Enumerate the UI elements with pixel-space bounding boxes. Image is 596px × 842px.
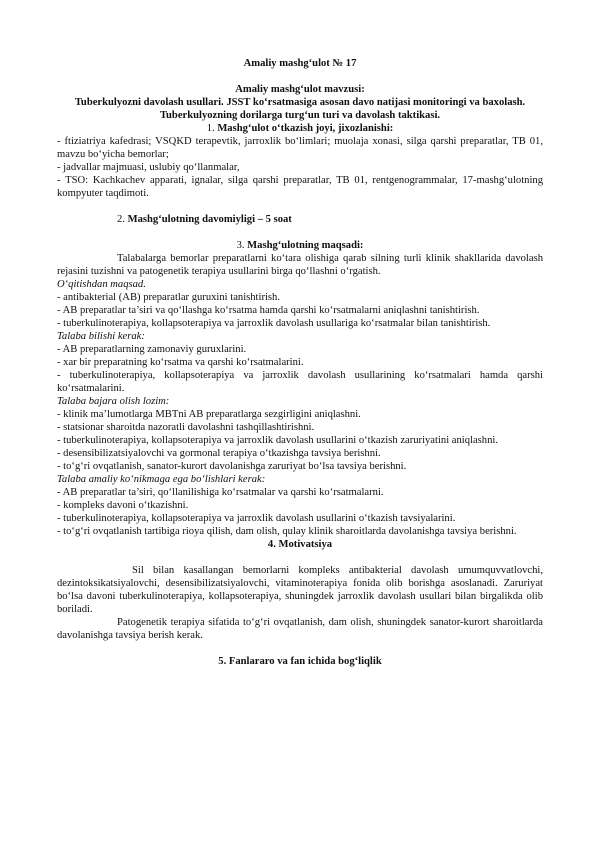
list-item: - xar bir preparatning ko‘rsatma va qarshi ko‘rsatmalarini. <box>57 357 304 368</box>
section-1-line: - jadvallar majmuasi, uslubiy qo‘llanmalar, <box>57 162 240 173</box>
section-5-heading: 5. Fanlararo va fan ichida bog‘liqlik <box>218 656 382 667</box>
section-3-intro: Talabalarga bemorlar preparatlarni ko‘tara olishiga qarab silning turli klinik shakllarida davolash rejasini tuzishni va patogenetik terapiya usullarini birga qo‘llashni o‘rgatish. <box>57 253 543 277</box>
list-item: - kompleks davoni o‘tkazishni. <box>57 500 189 511</box>
section-4-paragraph: Sil bilan kasallangan bemorlarni kompleks antibakterial davolash umumquvvatlovchi, dezintoksikatsiyalovchi, desensibilizatsiyalovchi, vitaminoterapiya fonida olib borishga asoslanadi. Zaruriyat bo‘lsa davoni tuberkulinoterapiya, kollapsoterapiya, shuningdek jarroxlik davolash usullari bilan birgalikda olib boriladi. <box>57 565 543 615</box>
section-3-heading: 3. Mashg‘ulotning maqsadi: <box>236 240 364 251</box>
section-2-heading: 2. Mashg‘ulotning davomiyligi – 5 soat <box>117 214 292 225</box>
list-item: - tuberkulinoterapiya, kollapsoterapiya va jarroxlik davolash usullarini o‘tkazish tavsiyalarini. <box>57 513 456 524</box>
section-4-paragraph: Patogenetik terapiya sifatida to‘g‘ri ovqatlanish, dam olish, shuningdek sanator-kurort sharoitlarda davolanishga tavsiya berish kerak. <box>57 617 543 641</box>
section-4-heading: 4. Motivatsiya <box>267 539 333 550</box>
skill-label: Talaba amaliy ko‘nikmaga ega bo‘lishlari kerak: <box>57 474 266 485</box>
section-1-line: - ftiziatriya kafedrasi; VSQKD terapevtik, jarroxlik bo‘limlari; muolaja xonasi, silga qarshi preparatlar, TB 01, mavzu bo‘yicha bemorlar; <box>57 136 543 160</box>
list-item: - AB preparatlar ta’siri, qo‘llanilishiga ko‘rsatmalar va qarshi ko‘rsatmalarni. <box>57 487 384 498</box>
page-title: Amaliy mashg‘ulot № 17 <box>243 58 357 69</box>
topic-label: Amaliy mashg‘ulot mavzusi: <box>235 84 365 95</box>
list-item: - statsionar sharoitda nazoratli davolashni tashqillashtirishni. <box>57 422 315 433</box>
list-item: - tuberkulinoterapiya, kollapsoterapiya va jarroxlik davolash usullarini o‘tkazish zaruriyatini aniqlashni. <box>57 435 498 446</box>
list-item: - desensibilizatsiyalovchi va gormonal terapiya o‘tkazishga tavsiya berishni. <box>57 448 381 459</box>
topic-text: Tuberkulyozni davolash usullari. JSST ko‘rsatmasiga asosan davo natijasi monitoringi va baxolash. Tuberkulyozning dorilarga turg‘un turi va davolash taktikasi. <box>74 97 526 121</box>
know-label: Talaba bilishi kerak: <box>57 331 145 342</box>
section-1-line: - TSO: Kachkachev apparati, ignalar, silga qarshi preparatlar, TB 01, rentgenogrammalar, 17-mashg‘ulotning kompyuter taqdimoti. <box>57 175 543 199</box>
list-item: - klinik ma’lumotlarga MBTni AB preparatlarga sezgirligini aniqlashni. <box>57 409 361 420</box>
do-label: Talaba bajara olish lozim: <box>57 396 170 407</box>
list-item: - AB preparatlarning zamonaviy guruxlarini. <box>57 344 247 355</box>
list-item: - tuberkulinoterapiya, kollapsoterapiya va jarroxlik davolash usullarining ko‘rsatmalari hamda qarshi ko‘rsatmalarini. <box>57 370 543 394</box>
section-1-heading: 1. Mashg‘ulot o‘tkazish joyi, jixozlanishi: <box>206 123 394 134</box>
list-item: - AB preparatlar ta’siri va qo‘llashga ko‘rsatma hamda qarshi ko‘rsatmalarni aniqlashni tanishtirish. <box>57 305 480 316</box>
list-item: - tuberkulinoterapiya, kollapsoterapiya va jarroxlik davolash usullariga ko‘rsatmalar bilan tanishtirish. <box>57 318 491 329</box>
document-page <box>57 44 543 668</box>
goal-label: O‘qitishdan maqsad. <box>57 279 146 290</box>
list-item: - to‘g‘ri ovqatlanish tartibiga rioya qilish, dam olish, qulay klinik sharoitlarda davolanishga tavsiya berishni. <box>57 526 517 537</box>
list-item: - antibakterial (AB) preparatlar guruxini tanishtirish. <box>57 292 280 303</box>
list-item: - to‘g‘ri ovqatlanish, sanator-kurort davolanishga zaruriyat bo‘lsa tavsiya berishni. <box>57 461 407 472</box>
